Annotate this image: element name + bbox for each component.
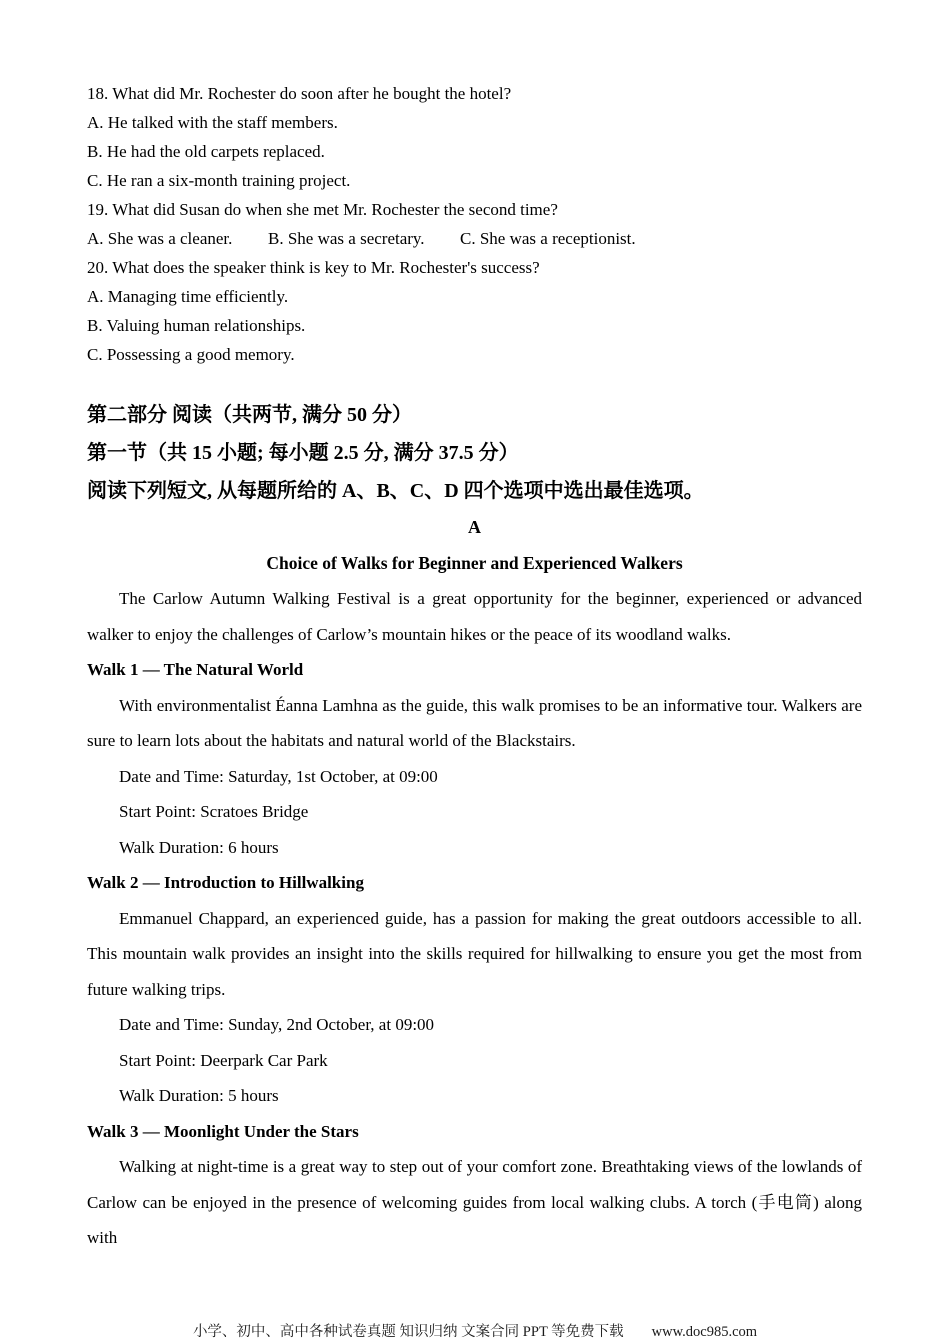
walk-3-description: Walking at night-time is a great way to step out of your comfort zone. Breathtaking views of the lowlands of Carlow can be enjoyed in the presence of welcoming guides from local walking clubs. A torch (手电筒) along with <box>87 1157 862 1247</box>
passage-label: A <box>468 517 481 537</box>
walk-2-date-time: Date and Time: Sunday, 2nd October, at 09:00 <box>119 1015 435 1034</box>
passage-intro: The Carlow Autumn Walking Festival is a great opportunity for the beginner, experienced or advanced walker to enjoy the challenges of Carlow’s mountain hikes or the peace of its woodland walks. <box>87 589 862 644</box>
walk-2-start-point: Start Point: Deerpark Car Park <box>119 1050 328 1070</box>
walk-1-date-time: Date and Time: Saturday, 1st October, at 09:00 <box>119 766 438 786</box>
page-footer <box>0 1320 950 1341</box>
reading-passage-a <box>87 510 862 1256</box>
question-19: 19. What did Susan do when she met Mr. Rochester the second time? <box>87 200 558 219</box>
question-19-options <box>87 224 862 253</box>
question-18-option-c: C. He ran a six-month training project. <box>87 171 351 190</box>
walk-1-start-point: Start Point: Scratoes Bridge <box>119 802 309 821</box>
question-18-option-a: A. He talked with the staff members. <box>87 113 338 132</box>
question-20-option-a: A. Managing time efficiently. <box>87 287 289 306</box>
question-20-option-c: C. Possessing a good memory. <box>87 345 295 364</box>
walk-3-section <box>87 1114 862 1256</box>
walk-3-heading: Walk 3 — Moonlight Under the Stars <box>87 1121 359 1141</box>
walk-1-section <box>87 652 862 865</box>
walk-2-section <box>87 865 862 1114</box>
section1-heading: 第一节（共 15 小题; 每小题 2.5 分, 满分 37.5 分） <box>87 442 519 464</box>
walk-1-description: With environmentalist Éanna Lamhna as the guide, this walk promises to be an informative tour. Walkers are sure to learn lots about the habitats and natural world of the Blackstairs. <box>87 695 862 750</box>
passage-title: Choice of Walks for Beginner and Experienced Walkers <box>266 552 683 573</box>
question-18-option-b: B. He had the old carpets replaced. <box>87 142 325 161</box>
question-19-option-c: C. She was a receptionist. <box>460 229 636 248</box>
walk-2-duration: Walk Duration: 5 hours <box>119 1086 279 1105</box>
footer-site-url: www.doc985.com <box>651 1324 758 1340</box>
page-content <box>87 0 862 1256</box>
walk-1-heading: Walk 1 — The Natural World <box>87 660 304 679</box>
question-19-option-a: A. She was a cleaner. <box>87 229 233 248</box>
question-19-option-b: B. She was a secretary. <box>268 229 425 248</box>
walk-1-duration: Walk Duration: 6 hours <box>119 837 279 857</box>
part2-heading: 第二部分 阅读（共两节, 满分 50 分） <box>87 404 412 426</box>
question-20: 20. What does the speaker think is key to Mr. Rochester's success? <box>87 258 540 277</box>
listening-questions <box>87 0 862 369</box>
question-18: 18. What did Mr. Rochester do soon after he bought the hotel? <box>87 84 512 103</box>
footer-text: 小学、初中、高中各种试卷真题 知识归纳 文案合同 PPT 等免费下载 <box>192 1324 624 1340</box>
section-headings <box>87 396 862 510</box>
reading-instruction: 阅读下列短文, 从每题所给的 A、B、C、D 四个选项中选出最佳选项。 <box>87 480 704 502</box>
walk-2-heading: Walk 2 — Introduction to Hillwalking <box>87 873 364 892</box>
question-20-option-b: B. Valuing human relationships. <box>87 316 306 335</box>
walk-2-description: Emmanuel Chappard, an experienced guide, has a passion for making the great outdoors accessible to all. This mountain walk provides an insight into the skills required for hillwalking to ensure you get the most from future walking trips. <box>87 908 862 999</box>
